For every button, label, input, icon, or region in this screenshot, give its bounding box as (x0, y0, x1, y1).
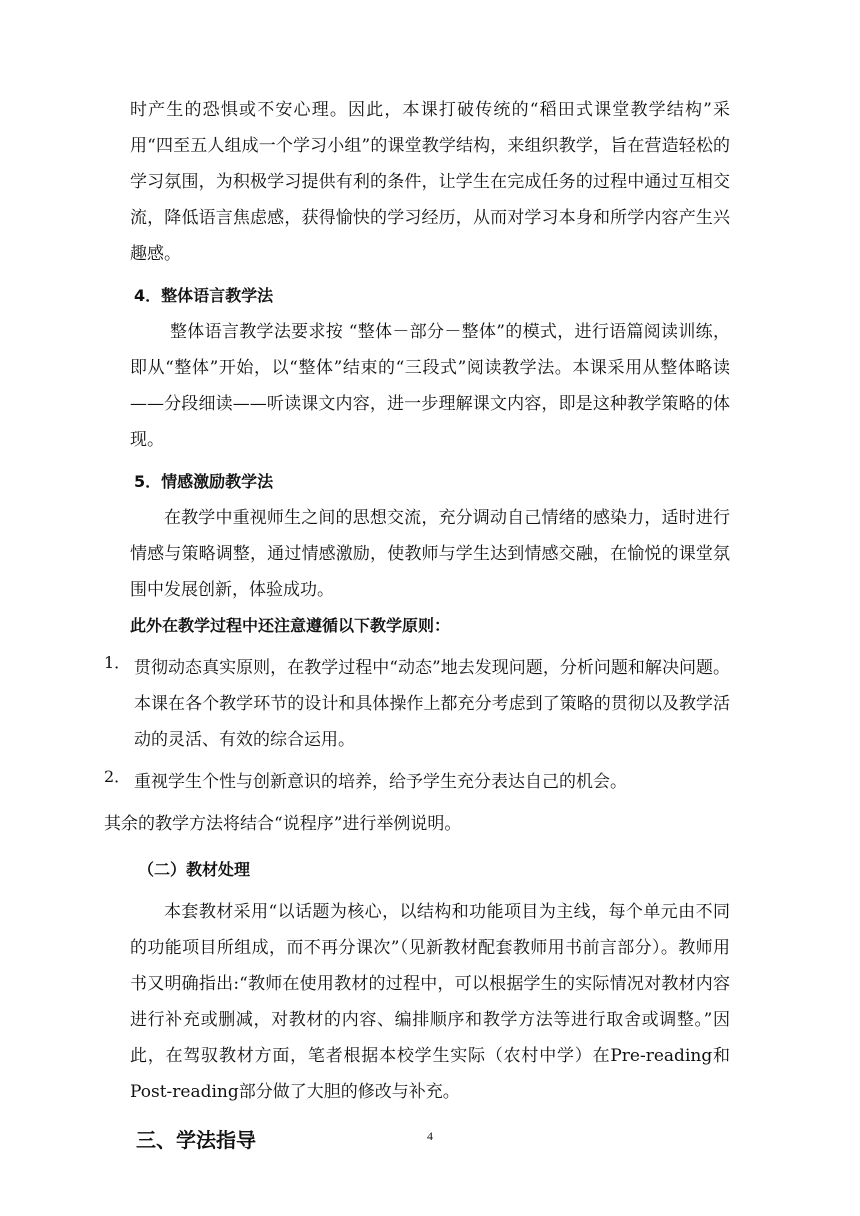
body-text (104, 92, 730, 1160)
principle-item-1 (104, 650, 730, 758)
principle-text: 贯彻动态真实原则，在教学过程中“动态”地去发现问题，分析问题和解决问题。本课在各个教学环节的设计和具体操作上都充分考虑到了策略的贯彻以及教学活动的灵活、有效的综合运用。 (134, 658, 730, 750)
page-number: 4 (427, 1129, 433, 1143)
principle-text: 重视学生个性与创新意识的培养，给予学生充分表达自己的机会。 (134, 772, 627, 792)
paragraph-group-learning: 时产生的恐惧或不安心理。因此，本课打破传统的“稻田式课堂教学结构”采用“四至五人组成一个学习小组”的课堂教学结构，来组织教学，旨在营造轻松的学习氛围，为积极学习提供有利的条件，让学生在完成任务的过程中通过互相交流，降低语言焦虑感，获得愉快的学习经历，从而对学习本身和所学内容产生兴趣感。 (130, 100, 730, 264)
paragraph-other-methods: 其余的教学方法将结合“说程序”进行举例说明。 (104, 814, 462, 834)
heading-textbook-processing: （二）教材处理 (138, 860, 251, 879)
paragraph-emotional-motivation: 在教学中重视师生之间的思想交流，充分调动自己情绪的感染力，适时进行情感与策略调整，通过情感激励，使教师与学生达到情感交融，在愉悦的课堂氛围中发展创新，体验成功。 (130, 508, 730, 600)
principle-number: 2． (104, 767, 131, 786)
principle-number: 1． (104, 653, 131, 672)
heading-whole-language: 4．整体语言教学法 (134, 286, 274, 305)
principle-item-2 (104, 764, 730, 800)
heading-learning-guidance: 三、学法指导 (136, 1128, 256, 1152)
heading-teaching-principles: 此外在教学过程中还注意遵循以下教学原则： (130, 616, 451, 635)
paragraph-textbook-processing: 本套教材采用“以话题为核心，以结构和功能项目为主线，每个单元由不同的功能项目所组成，而不再分课次”（见新教材配套教师用书前言部分）。教师用书又明确指出:“教师在使用教材的过程中，可以根据学生的实际情况对教材内容进行补充或删减，对教材的内容、编排顺序和教学方法等进行取舍或调整。”因此，在驾驭教材方面，笔者根据本校学生实际（农村中学）在Pre-reading和Post-reading部分做了大胆的修改与补充。 (130, 902, 730, 1102)
heading-emotional-motivation: 5．情感激励教学法 (134, 472, 274, 491)
paragraph-whole-language: 整体语言教学法要求按 “整体－部分－整体”的模式，进行语篇阅读训练，即从“整体”开始，以“整体”结束的“三段式”阅读教学法。本课采用从整体略读——分段细读——听读课文内容，进一步理解课文内容，即是这种教学策略的体现。 (130, 322, 730, 450)
